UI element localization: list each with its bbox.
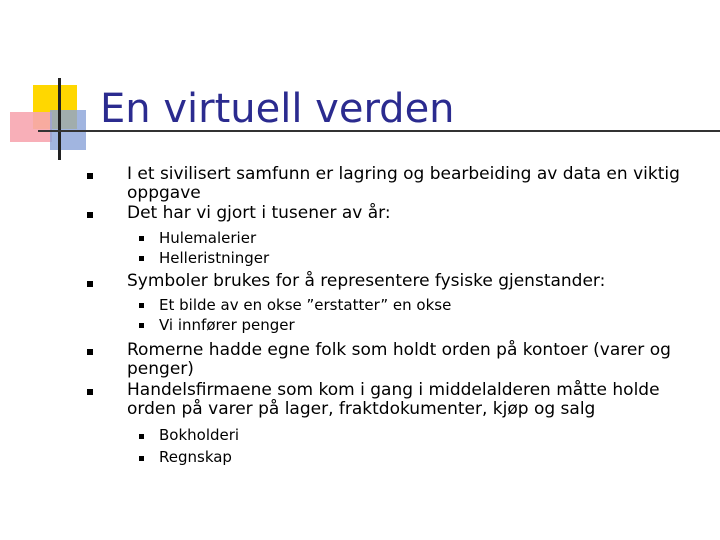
bullet-text: Romerne hadde egne folk som holdt orden på kontoer (varer og penger) xyxy=(127,340,671,379)
sub-bullet-marker xyxy=(139,236,144,241)
bullet-marker xyxy=(87,212,93,218)
bullet-text: I et sivilisert samfunn er lagring og bearbeiding av data en viktig oppgave xyxy=(127,164,680,203)
sub-bullet-marker xyxy=(139,434,144,439)
logo-pink-square xyxy=(10,112,52,142)
sub-bullet-text: Et bilde av en okse ”erstatter” en okse xyxy=(159,296,452,314)
bullet-marker xyxy=(87,281,93,287)
sub-bullet-text: Vi innfører penger xyxy=(159,316,295,334)
sub-bullet-text: Helleristninger xyxy=(159,249,270,267)
logo-vertical-line xyxy=(58,78,61,160)
sub-bullet-text: Regnskap xyxy=(159,448,232,466)
bullet-text: Det har vi gjort i tusener av år: xyxy=(127,203,391,223)
sub-bullet-marker xyxy=(139,323,144,328)
sub-bullet-text: Hulemalerier xyxy=(159,229,257,247)
bullet-marker xyxy=(87,349,93,355)
sub-bullet-marker xyxy=(139,256,144,261)
sub-bullet-text: Bokholderi xyxy=(159,426,240,444)
bullet-text: Symboler brukes for å representere fysiske gjenstander: xyxy=(127,271,606,291)
sub-bullet-marker xyxy=(139,303,144,308)
bullet-text: Handelsfirmaene som kom i gang i middelalderen måtte holde orden på varer på lager, fraktdokumenter, kjøp og salg xyxy=(127,380,660,419)
sub-bullet-marker xyxy=(139,456,144,461)
bullet-marker xyxy=(87,173,93,179)
slide-title: En virtuell verden xyxy=(100,86,455,132)
bullet-marker xyxy=(87,389,93,395)
